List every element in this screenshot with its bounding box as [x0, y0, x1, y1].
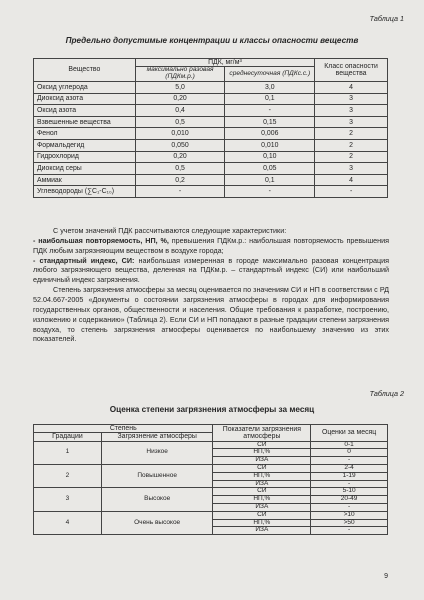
max-single-cell: 0,050: [135, 140, 225, 152]
pollution-assessment-table: [33, 424, 388, 535]
monthly-value-cell: -: [311, 527, 388, 535]
monthly-value-cell: 1-19: [311, 472, 388, 480]
definition-repeatability: превышения ПДКм.р.: наибольшая повторяемость превышения ПДК любым загрязняющим веществом в воздухе города;: [33, 235, 389, 255]
table-row: [34, 174, 388, 186]
avg-daily-cell: 0,10: [225, 151, 315, 163]
avg-daily-cell: 3,0: [225, 82, 315, 94]
paragraph-assessment: Степень загрязнения атмосферы за месяц оценивается по значениям СИ и НП в соответствии с РД 52.04.667-2005 «Документы о состоянии загрязнения атмосферы в городах для информирования государственных органов, общественности и населения. Общие требования к разработке, построению, изложению и содержанию» (Таблица 2). Если СИ и НП попадают в разные градации степени загрязнения воздуха, то степень загрязнения атмосферы оценивается по наибольшему значению из этих показателей.: [33, 285, 389, 344]
table-row: [34, 151, 388, 163]
hazard-class-cell: 2: [315, 128, 388, 140]
table-row: [34, 82, 388, 94]
indicator-cell: ИЗА: [213, 504, 311, 512]
header-max-single: максимально разовая (ПДКм.р.): [135, 67, 225, 82]
substance-cell: Диоксид серы: [34, 163, 136, 175]
pollution-level-cell: Очень высокое: [101, 511, 213, 534]
hazard-class-cell: 3: [315, 105, 388, 117]
substance-cell: Формальдегид: [34, 140, 136, 152]
hazard-class-cell: 4: [315, 174, 388, 186]
table-row: [34, 511, 388, 519]
header-avg-daily: среднесуточная (ПДКс.с.): [225, 67, 315, 82]
table-row: [34, 128, 388, 140]
max-single-cell: 0,5: [135, 116, 225, 128]
substance-cell: Гидрохлорид: [34, 151, 136, 163]
indicator-cell: СИ: [213, 464, 311, 472]
monthly-value-cell: 2-4: [311, 464, 388, 472]
gradation-cell: 2: [34, 464, 102, 487]
max-single-cell: 0,010: [135, 128, 225, 140]
hazard-class-cell: 4: [315, 82, 388, 94]
indicator-cell: НП,%: [213, 472, 311, 480]
monthly-value-cell: -: [311, 480, 388, 488]
hazard-class-cell: 3: [315, 116, 388, 128]
max-single-cell: 0,4: [135, 105, 225, 117]
substance-cell: Оксид углерода: [34, 82, 136, 94]
header-pdk: ПДК, мг/м³: [135, 59, 315, 67]
avg-daily-cell: 0,010: [225, 140, 315, 152]
substance-cell: Аммиак: [34, 174, 136, 186]
max-single-cell: -: [135, 186, 225, 198]
monthly-value-cell: 20-49: [311, 496, 388, 504]
header-degree: Степень: [34, 425, 213, 433]
indicator-cell: СИ: [213, 511, 311, 519]
monthly-value-cell: 0: [311, 449, 388, 457]
table1-caption: Таблица 1: [369, 14, 404, 23]
substance-cell: Фенол: [34, 128, 136, 140]
table-row: [34, 140, 388, 152]
max-single-cell: 0,5: [135, 163, 225, 175]
substance-cell: Оксид азота: [34, 105, 136, 117]
definition-standard-index: наибольшая измеренная в городе максимально разовая концентрация любого загрязняющего вещества, деленная на ПДКм.р. – стандартный индекс (СИ) или наибольший единичный индекс загрязнения.: [33, 255, 389, 285]
header-substance: Вещество: [34, 59, 136, 82]
monthly-value-cell: 0-1: [311, 441, 388, 449]
hazard-class-cell: -: [315, 186, 388, 198]
table1-title: Предельно допустимые концентрации и классы опасности веществ: [65, 36, 359, 45]
hazard-class-cell: 3: [315, 93, 388, 105]
page-number: 9: [384, 573, 388, 580]
body-text: [33, 226, 389, 344]
max-single-cell: 5,0: [135, 82, 225, 94]
indicator-cell: ИЗА: [213, 527, 311, 535]
header-indicators: Показатели загрязнения атмосферы: [213, 425, 311, 442]
pollution-level-cell: Высокое: [101, 488, 213, 511]
indicator-cell: ИЗА: [213, 457, 311, 465]
indicator-cell: ИЗА: [213, 480, 311, 488]
gradation-cell: 4: [34, 511, 102, 534]
monthly-value-cell: -: [311, 457, 388, 465]
indicator-cell: НП,%: [213, 496, 311, 504]
substance-cell: Углеводороды (∑C₁-C₁₀): [34, 186, 136, 198]
header-gradation: Градации: [34, 433, 102, 441]
hazard-class-cell: 2: [315, 151, 388, 163]
paragraph-standard-index: [33, 256, 389, 286]
indicator-cell: СИ: [213, 441, 311, 449]
avg-daily-cell: 0,05: [225, 163, 315, 175]
avg-daily-cell: 0,006: [225, 128, 315, 140]
avg-daily-cell: 0,15: [225, 116, 315, 128]
gradation-cell: 1: [34, 441, 102, 464]
monthly-value-cell: >50: [311, 519, 388, 527]
term-standard-index: - стандартный индекс, СИ:: [33, 255, 135, 265]
header-monthly: Оценки за месяц: [311, 425, 388, 442]
table-row: [34, 488, 388, 496]
avg-daily-cell: -: [225, 105, 315, 117]
gradation-cell: 3: [34, 488, 102, 511]
pollution-level-cell: Повышенное: [101, 464, 213, 487]
monthly-value-cell: 5-10: [311, 488, 388, 496]
paragraph-repeatability: [33, 236, 389, 256]
indicator-cell: НП,%: [213, 519, 311, 527]
header-pollution: Загрязнение атмосферы: [101, 433, 213, 441]
pdk-table: [33, 58, 388, 198]
table-row: [34, 116, 388, 128]
paragraph-intro: С учетом значений ПДК рассчитываются следующие характеристики:: [53, 226, 287, 235]
term-repeatability: - наибольшая повторяемость, НП, %,: [33, 235, 169, 245]
hazard-class-cell: 2: [315, 140, 388, 152]
substance-cell: Взвешенные вещества: [34, 116, 136, 128]
header-hazard-class: Класс опасности вещества: [315, 59, 388, 82]
table-row: [34, 464, 388, 472]
pollution-level-cell: Низкое: [101, 441, 213, 464]
monthly-value-cell: -: [311, 504, 388, 512]
hazard-class-cell: 3: [315, 163, 388, 175]
max-single-cell: 0,2: [135, 174, 225, 186]
avg-daily-cell: 0,1: [225, 93, 315, 105]
substance-cell: Диоксид азота: [34, 93, 136, 105]
monthly-value-cell: >10: [311, 511, 388, 519]
max-single-cell: 0,20: [135, 151, 225, 163]
indicator-cell: НП,%: [213, 449, 311, 457]
table-row: [34, 105, 388, 117]
avg-daily-cell: -: [225, 186, 315, 198]
table-row: [34, 186, 388, 198]
indicator-cell: СИ: [213, 488, 311, 496]
table-row: [34, 163, 388, 175]
table-row: [34, 441, 388, 449]
table2-title: Оценка степени загрязнения атмосферы за месяц: [109, 405, 315, 414]
max-single-cell: 0,20: [135, 93, 225, 105]
avg-daily-cell: 0,1: [225, 174, 315, 186]
table2-caption: Таблица 2: [369, 389, 404, 398]
table-row: [34, 93, 388, 105]
